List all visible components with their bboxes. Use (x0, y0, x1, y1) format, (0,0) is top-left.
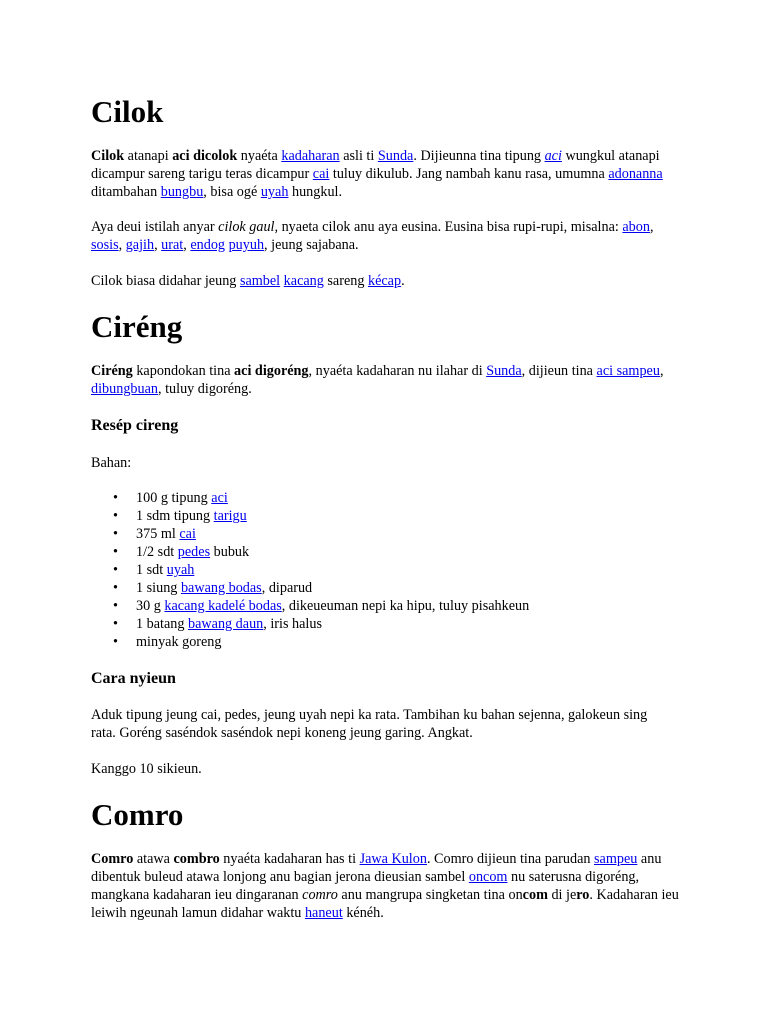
link-haneut[interactable]: haneut (304, 905, 343, 921)
ingredient-link[interactable]: uyah (166, 562, 195, 578)
link-dibungbuan[interactable]: dibungbuan (91, 381, 158, 397)
bahan-label: Bahan: (91, 455, 132, 471)
heading-comro: Comro (91, 797, 184, 832)
heading-cireng: Ciréng (91, 309, 183, 344)
ingredient-link[interactable]: kacang kadelé bodas (164, 598, 282, 614)
link-sunda-2[interactable]: Sunda (486, 363, 522, 379)
link-endog[interactable]: endog (190, 237, 226, 253)
link-adonanna[interactable]: adonanna (608, 166, 663, 182)
paragraph-cilok-serving: Cilok biasa didahar jeung sambel kacang sareng kécap. (91, 273, 405, 289)
paragraph-kanggo: Kanggo 10 sikieun. (91, 761, 202, 777)
heading-resep-cireng: Resép cireng (91, 417, 179, 434)
ingredient-item: • 1 sdm tipung tarigu (91, 507, 529, 525)
paragraph-cireng-intro: Ciréng kapondokan tina aci digoréng, nyaéta kadaharan nu ilahar di Sunda, dijieun tina aci sampeu, dibungbuan, tuluy digoréng. (91, 363, 664, 397)
paragraph-comro-intro: Comro atawa combro nyaéta kadaharan has ti Jawa Kulon. Comro dijieun tina parudan sampeu anu dibentuk buleud atawa lonjong anu bagian jerona dieusian sambel oncom nu saterusna digoréng, mangkana kadaharan ieu dingaranan comro anu mangrupa singketan tina oncom di jero. Kadaharan ieu leiwih ngeunah lamun didahar waktu haneut kénéh. (91, 851, 679, 921)
link-aci-sampeu[interactable]: aci sampeu (596, 363, 660, 379)
link-sosis[interactable]: sosis (91, 237, 119, 253)
link-bungbu[interactable]: bungbu (160, 184, 204, 200)
link-kecap[interactable]: kécap (367, 273, 402, 289)
ingredient-item: • 1 siung bawang bodas, diparud (91, 579, 529, 597)
ingredient-item: • 1 sdt uyah (91, 561, 529, 579)
link-sampeu[interactable]: sampeu (594, 851, 638, 867)
link-cai[interactable]: cai (312, 166, 330, 182)
link-jawa-kulon[interactable]: Jawa Kulon (359, 851, 427, 867)
link-oncom[interactable]: oncom (468, 869, 508, 885)
ingredient-item: • minyak goreng (91, 633, 529, 651)
ingredient-link[interactable]: aci (211, 490, 228, 506)
link-puyuh[interactable]: puyuh (228, 237, 265, 253)
link-gajih[interactable]: gajih (125, 237, 155, 253)
ingredient-link[interactable]: bawang bodas (180, 580, 262, 596)
ingredient-list (91, 489, 529, 651)
ingredient-item: • 1/2 sdt pedes bubuk (91, 543, 529, 561)
link-kacang[interactable]: kacang (283, 273, 324, 289)
heading-cilok: Cilok (91, 94, 164, 129)
link-uyah[interactable]: uyah (260, 184, 289, 200)
ingredient-link[interactable]: tarigu (213, 508, 247, 524)
link-sambel[interactable]: sambel (239, 273, 281, 289)
link-sunda[interactable]: Sunda (377, 148, 414, 164)
ingredient-item: • 1 batang bawang daun, iris halus (91, 615, 529, 633)
link-urat[interactable]: urat (161, 237, 184, 253)
link-abon[interactable]: abon (622, 219, 650, 235)
paragraph-cara-nyieun: Aduk tipung jeung cai, pedes, jeung uyah nepi ka rata. Tambihan ku bahan sejenna, galokeun sing rata. Goréng saséndok saséndok nepi koneng jeung garing. Angkat. (91, 707, 648, 741)
ingredient-item: • 30 g kacang kadelé bodas, dikeueuman nepi ka hipu, tuluy pisahkeun (91, 597, 529, 615)
link-aci[interactable]: aci (544, 148, 562, 164)
ingredient-link[interactable]: pedes (177, 544, 211, 560)
paragraph-cilok-gaul: Aya deui istilah anyar cilok gaul, nyaeta cilok anu aya eusina. Eusina bisa rupi-rupi, misalna: abon, sosis, gajih, urat, endog puyuh, jeung sajabana. (91, 219, 654, 253)
ingredient-link[interactable]: bawang daun (188, 616, 264, 632)
paragraph-cilok-intro: Cilok atanapi aci dicolok nyaéta kadaharan asli ti Sunda. Dijieunna tina tipung aci wungkul atanapi dicampur sareng tarigu teras dicampur cai tuluy dikulub. Jang nambah kanu rasa, umumna adonanna ditambahan bungbu, bisa ogé uyah hungkul. (91, 148, 663, 200)
heading-cara-nyieun: Cara nyieun (91, 670, 176, 687)
ingredient-item: • 375 ml cai (91, 525, 529, 543)
ingredient-link[interactable]: cai (179, 526, 196, 542)
ingredient-item: • 100 g tipung aci (91, 489, 529, 507)
link-kadaharan[interactable]: kadaharan (281, 148, 340, 164)
